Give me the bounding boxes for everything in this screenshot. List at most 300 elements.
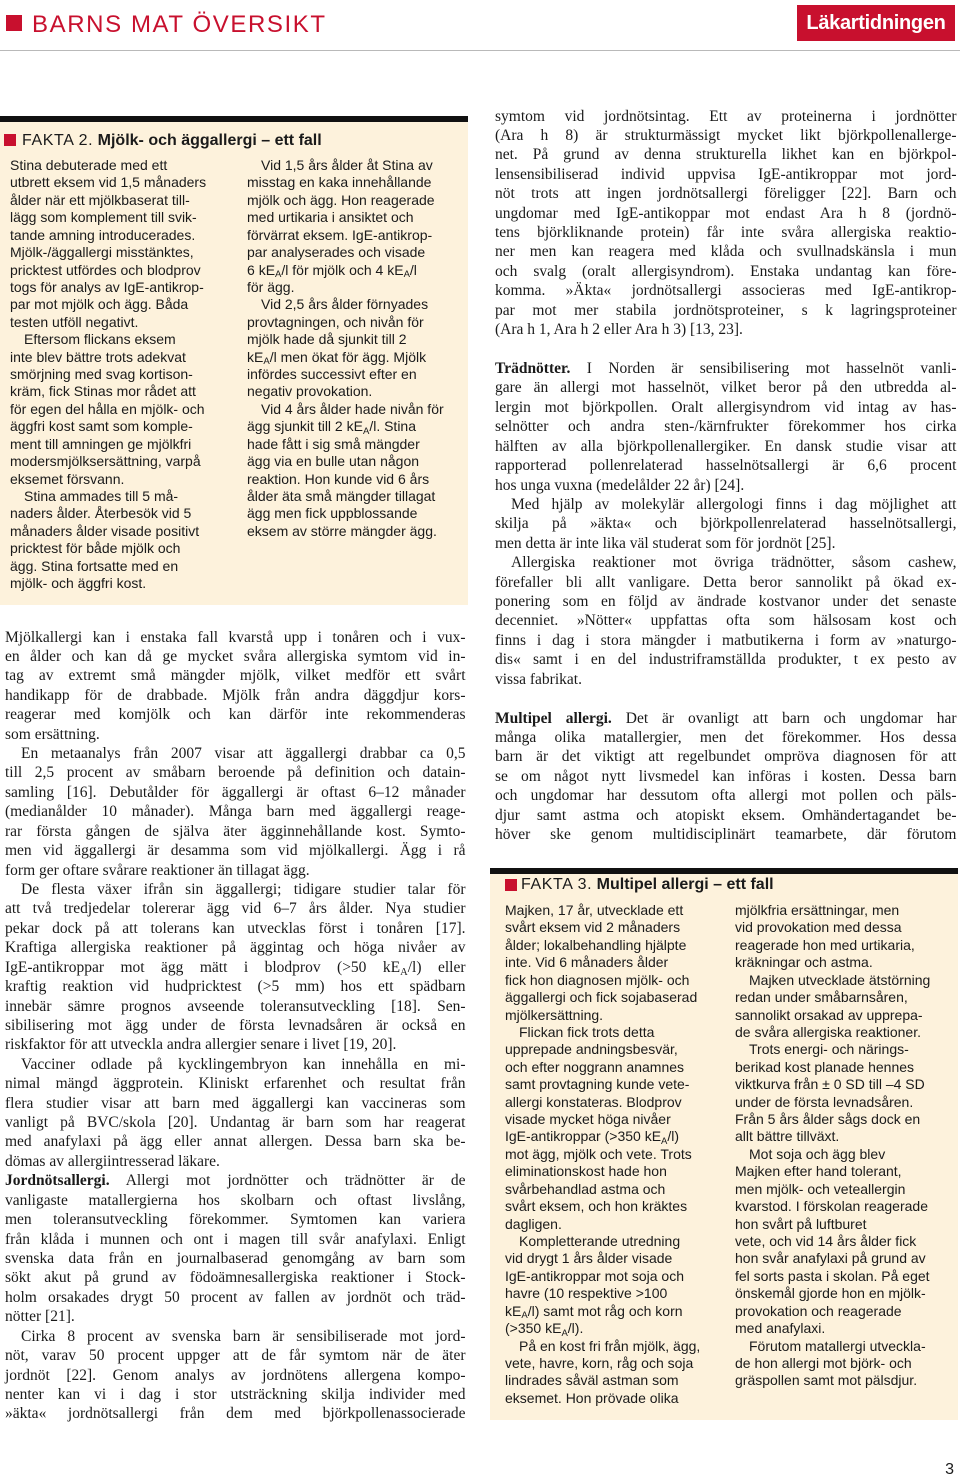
line-text: Allergiska reaktioner mot övriga trädnötter, såsom cashew, [511,554,957,572]
text-line [10,575,234,592]
line-text: samt provtagning kunde vete- [505,1076,690,1093]
line-content [505,1302,683,1322]
fact-box-top-rule [0,116,468,122]
text-line [505,1372,724,1389]
line-content [495,768,957,785]
line-content [495,651,957,668]
line-content [505,1059,684,1075]
text-line [10,296,234,313]
line-text: Det är ovanligt att barn och ungdomar har [625,709,957,727]
text-line [505,1059,724,1076]
line-content [10,436,191,452]
line-text: och ungdomar har dessutom ofta allergi mot pollen och päls- [495,787,957,805]
line-text: svårt eksem, och hon kräktes [505,1198,688,1215]
line-text: sannolikt orsakad av upprepa- [735,1006,923,1023]
line-content [495,146,957,163]
line-text: lindrades såväl astman som [505,1372,679,1389]
line-content [10,453,201,469]
line-text: rapporterad pollenrelaterad hasselnötsallergi är 6,6 procent [495,457,957,475]
text-line [735,1007,954,1024]
line-content [5,862,310,879]
text-line [5,1230,466,1249]
text-line [5,1035,466,1054]
line-content [505,1041,678,1057]
line-text: selnötter och andra sten-/kärnfrukter förekommer hos cirka [495,418,957,436]
line-content [10,523,199,539]
line-content [495,574,957,591]
text-line [495,592,957,611]
paragraph [495,359,957,495]
line-text: ungdomar med IgE-antikoppar mot endast Ara h 8 (jordnö- [495,204,957,222]
line-text: förefaller bli allt vanligare. Detta beror sannolikt på ökad ex- [495,573,957,591]
line-text: lergin mot björkpollen. Oralt allergisyndrom vid intag av has- [495,398,957,416]
line-content [749,1146,885,1162]
line-text: (Ara h 8) är strukturmässigt mycket likt björkpollenallerge- [495,126,957,144]
line-text: för egen del hålla en mjölk- och [10,400,205,417]
unit-subscript: A [362,425,370,437]
line-content [735,1320,825,1336]
line-text: gare än allergi mot hasselnöt, vilket beror på den utbredda al- [495,379,957,397]
text-line [735,1320,954,1337]
line-content [5,1211,466,1228]
paragraph [505,902,724,1024]
line-content [511,554,957,571]
line-text: svenska data från en journalbaserad genomgång av barn som [5,1250,466,1267]
line-content [505,937,686,953]
text-line [495,650,957,669]
line-text: fick hon diagnosen mjölk- och [505,971,690,988]
line-content [505,1355,693,1371]
line-text: viktkurva från ± 0 SD till –4 SD [735,1076,925,1093]
text-line [247,436,463,453]
line-content [735,1076,925,1092]
line-text: naders ålder. Återbesök vid 5 [10,505,192,522]
line-content [5,1192,466,1209]
line-text: lägg som komplement till svik- [10,209,197,226]
line-content [5,726,100,743]
line-content [24,488,178,504]
paragraph [735,1146,954,1338]
line-text: IgE-antikroppar (>350 $kE_A/l$) [505,1128,680,1148]
text-line [10,436,234,453]
paragraph [10,331,234,488]
line-text: På en kost fri från mjölk, ägg, [519,1337,701,1354]
line-content [495,632,957,649]
fact-box-column-right [247,157,463,540]
line-text: för ägg. [247,278,295,295]
line-text: Mot soja och ägg blev [749,1145,886,1162]
text-line [495,223,957,242]
text-line [5,1366,466,1385]
text-line [735,972,954,989]
text-line [5,647,466,666]
line-content [495,515,957,532]
line-content [495,127,957,144]
line-text: höver ske genom multidisciplinärt teamarbete, där förutom [495,826,957,844]
text-line [10,279,234,296]
line-content [247,383,372,399]
journal-logo[interactable]: Läkartidningen [797,5,955,41]
line-content [5,1405,466,1422]
text-line [247,471,463,488]
line-content [495,321,743,338]
text-line [247,244,463,261]
line-content [735,1163,902,1179]
line-text: dis« samt i en del industriframställda produkter, t ex pesto av [495,651,957,669]
line-text: (>350 $kE_A/l$). [505,1320,584,1339]
text-line [495,709,957,728]
paragraph [735,902,954,972]
text-line [505,1250,724,1267]
line-text: ägg via en bulle utan någon [247,453,420,470]
line-text: eksem av större mängder ägg. [247,522,437,539]
line-text: nenter kan vi i dag i stor utsträckning skilja individer med [5,1385,466,1403]
line-text: Vid 1,5 års ålder åt Stina av [261,157,433,173]
line-text: upprepade andningsbesvär, [505,1041,678,1058]
line-text: Från 5 års ålder sågs dock en [735,1111,921,1128]
line-text: De flesta växer ifrån sin äggallergi; tidigare studier talar för [21,880,466,898]
text-line [10,558,234,575]
line-content [5,978,466,995]
text-line [505,1181,724,1198]
text-line [5,861,466,880]
line-text: visade mycket höga nivåer [505,1111,671,1128]
fact-box-heading [22,131,322,151]
unit-subscript: A [561,1327,568,1339]
text-line [5,1191,466,1210]
text-line [247,314,463,331]
text-line [735,1024,954,1041]
line-content [5,764,466,781]
line-content [735,1024,921,1040]
line-text: hon svår anafylaxi på grund av [735,1250,926,1267]
unit-subscript: A [275,269,282,281]
paragraph [247,157,463,296]
line-content [495,282,957,299]
line-content [10,366,193,382]
line-content [261,157,433,173]
line-text: men mjölk- och veteallergin [735,1180,906,1197]
article-column-right [495,107,957,845]
line-text: hälften av alla björkpollenallergiker. En dansk studie visar att [495,437,957,455]
line-text: reagerade hon med urtikaria, [735,936,915,953]
line-content [5,1114,466,1131]
text-line [5,1404,466,1423]
line-content [247,366,417,382]
line-text: månaders ålder visade positivt [10,522,200,539]
text-line [5,1094,466,1113]
text-line [5,919,466,938]
line-text: nöt, varav 50 procent uppger att de får symtom när de äter [5,1347,466,1365]
text-line [10,192,234,209]
line-content [505,1390,679,1406]
line-content [495,302,957,319]
line-text: eliminationskost hade hon [505,1163,667,1180]
text-line [495,184,957,203]
line-text: eksemet försvann. [10,470,125,487]
text-line [505,1198,724,1215]
line-text: men detta är inte lika väl studerat som för jordnöt [25]. [495,534,836,552]
line-text: men vid äggallergi är desamma som vid mjölkallergi. Ägg i rå [5,842,466,860]
text-line [495,553,957,572]
line-text: önskemål gjorde hon en mjölk- [735,1285,926,1302]
text-line [495,495,957,514]
line-content [519,1338,700,1354]
line-content [495,185,957,202]
line-content [495,399,957,416]
text-line [247,209,463,226]
text-line [505,1146,724,1163]
text-line [247,227,463,244]
text-line [247,296,463,313]
line-text: en ålder och kan då ge mycket svåra allergiska symtom vid in- [5,647,466,665]
line-content [735,1216,867,1232]
text-line [247,453,463,470]
line-text: flera studier visar att barn med äggallergi kan vaccineras som [5,1094,466,1112]
text-line [505,1041,724,1058]
line-content [247,174,431,190]
paragraph [5,1171,466,1326]
line-text: allergi konstateras. Blodprov [505,1093,682,1110]
line-text: 6 $kE_A/l$ för mjölk och 4 $kE_A/l$ [247,261,417,281]
text-line [505,1024,724,1041]
line-content [505,1007,603,1023]
line-text: testen utföll negativt. [10,313,139,330]
line-content [735,989,908,1005]
text-line [495,747,957,766]
line-text: Kraftiga allergiska reaktioner på äggintag och höga nivåer av [5,939,466,957]
text-line [5,763,466,782]
run-in-heading: Trädnötter. [495,359,571,377]
paragraph [10,157,234,331]
line-text: vanligaste matallergierna hos skolbarn och oftast livslång, [5,1191,466,1209]
text-line [10,505,234,522]
line-text: kvarstod. I förskolan reagerade [735,1198,928,1215]
line-content [495,108,957,125]
line-text: djur samt astma och atopiskt eksem. Omhändertagandet be- [495,806,957,824]
paragraph [495,709,957,845]
text-line [505,1007,724,1024]
line-text: Trots energi- och närings- [749,1041,909,1058]
text-line [5,686,466,705]
text-line [735,954,954,971]
line-content [749,1041,909,1057]
text-line [5,938,466,957]
line-text: vanligt på BVC/skola [20]. Undantag är barn som har reagerat [5,1114,466,1132]
text-line [10,471,234,488]
line-text: äggallergi och fick sojabaserad [505,989,698,1006]
line-text: barn är det viktigt att regelbundet ompröva diagnosen för att [495,748,957,766]
line-text: allt bättre tillväxt. [735,1128,840,1145]
text-line [495,631,957,650]
line-content [5,1367,466,1384]
line-text: reagerar med komjölk och kan därför inte rekommenderas [5,706,466,724]
text-line [5,880,466,899]
line-text: med anafylaxi på ägg eller annat allergen. Dessa barn ska be- [5,1133,466,1151]
text-line [735,1268,954,1285]
paragraph [735,972,954,1042]
line-content [735,1250,926,1266]
text-line [735,1146,954,1163]
text-line [505,989,724,1006]
line-content [495,612,957,629]
line-text: kräkningar och astma. [735,954,873,971]
line-text: Majken utvecklade ätstörning [749,971,931,988]
text-line [5,1268,466,1287]
line-content [5,629,466,646]
text-line [247,192,463,209]
text-line [495,242,957,261]
text-line [735,1250,954,1267]
text-line [10,383,234,400]
square-bullet-icon [4,134,16,146]
text-line [247,488,463,505]
line-text: ment till amningen ge mjölkfri [10,435,192,452]
line-text: IgE-antikroppar mot soja och [505,1267,684,1284]
line-content [247,348,427,368]
text-line [5,783,466,802]
paragraph [505,1233,724,1338]
line-content [21,1056,466,1073]
paragraph [5,880,466,1055]
page-number: 3 [945,1461,954,1478]
line-text: Vid 2,5 års ålder förnyades [261,296,429,313]
line-text: många olika matallergier, men det förekommer. Hos dessa [495,729,957,746]
text-line [735,989,954,1006]
paragraph [5,1327,466,1424]
line-content [519,1233,680,1249]
line-text: gräspollen samt mot pälsdjur. [735,1372,918,1389]
line-text: se om något nytt livsmedel kan införas i kosten. Dessa barn [495,767,957,785]
line-text: och efter noggrann anamnes [505,1058,685,1075]
text-line [735,919,954,936]
line-content [505,1181,665,1197]
line-text: tag av extremt små mängder mjölk, vilket medför ett svårt [5,667,466,685]
paragraph [495,553,957,689]
line-text: »äkta« jordnötsallergi från dem med björkpollenassocierade [5,1405,466,1423]
line-content [247,244,425,260]
line-text: hade fått i sig små mängder [247,435,420,452]
line-text: Med hjälp av molekylär allergologi finns i dag möjlighet att [511,495,957,513]
line-content [505,972,689,988]
line-content [247,314,424,330]
text-line [495,281,957,300]
line-text: mjölkfria ersättningar, men [735,902,900,918]
text-line [495,806,957,825]
text-line [735,1163,954,1180]
line-content [505,989,697,1005]
line-content [10,505,191,521]
text-line [10,488,234,505]
line-text: symtom vid jordnötsintag. Ett av proteinerna i jordnötter [495,107,957,125]
line-text: vissa fabrikat. [495,670,582,688]
text-line [5,1249,466,1268]
text-line [5,666,466,685]
line-text: par analyserades och visade [247,244,426,261]
text-line [505,1268,724,1285]
line-content [247,261,417,281]
line-content [519,1024,654,1040]
line-content [10,575,146,591]
fact-box-column-left [10,157,234,593]
line-content [5,1269,466,1286]
line-content [495,807,957,824]
line-content [5,1347,466,1364]
line-content [495,263,957,280]
text-line [10,540,234,557]
text-line [10,331,234,348]
text-line [505,1076,724,1093]
line-text: finns i dag i stora mängder i matbutikerna i form av »naturgo- [495,631,957,649]
line-text: togs för analys av IgE-antikrop- [10,278,204,295]
fact-box-heading [521,875,774,895]
line-text: mjölk- och äggfri kost. [10,575,147,592]
text-line [495,107,957,126]
line-text: nimal mängd äggprotein. Kliniskt erfarenhet och resultat från [5,1075,466,1093]
line-text: tens björkliknande protein) får inte svåra allergiska reaktio- [495,224,957,242]
line-content [247,209,414,225]
text-line [10,244,234,261]
line-content [505,902,683,918]
line-text: med urtikaria i ansiktet och [247,209,414,226]
text-line [5,1210,466,1229]
fact-box-column-right [735,902,954,1390]
text-line [735,937,954,954]
line-content [505,1163,667,1179]
text-line [495,378,957,397]
text-line [735,1355,954,1372]
line-text: mjölk och ägg. Hon reagerade [247,191,435,208]
line-content [10,296,188,312]
paragraph [495,495,957,553]
line-content [505,1111,671,1127]
line-content [5,648,466,665]
text-line [10,209,234,226]
line-text: form ger oftare svårare reaktioner än tillagat ägg. [5,861,310,879]
text-line [495,262,957,281]
line-content [735,1007,923,1023]
line-text: ägg men fick uppblossande [247,505,418,522]
line-text: infördes successivt efter en [247,366,417,383]
line-content [5,1289,466,1306]
line-content [505,1372,679,1388]
text-line [505,919,724,936]
text-line [5,822,466,841]
line-text: Vid 4 års ålder hade nivån för [261,400,444,417]
text-line [247,366,463,383]
line-text: nöt trots att ingen jordnötsallergi föreligger [22]. Barn och [495,185,957,203]
text-line [5,899,466,918]
text-line [247,349,463,366]
line-text: att två tredjedelar tolererar ägg vid 6–7 års ålder. Nya studier [5,900,466,918]
text-line [735,1233,954,1250]
line-text: lensensibiliserad individ uppvisa IgE-antikroppar mot jord- [495,165,957,183]
line-text: vid provokation med dessa [735,919,902,936]
line-content [495,166,957,183]
fact-box-label: FAKTA 3. [521,876,593,893]
line-text: sibilisering mot ägg under de första levnadsåren är också en [5,1016,466,1034]
text-line [5,705,466,724]
text-line [495,359,957,378]
line-content [505,954,668,970]
line-text: misstag en kaka innehållande [247,174,432,191]
line-content [495,379,957,396]
line-content [247,279,294,295]
line-content [21,881,466,898]
text-line [5,1307,466,1326]
line-text: under de första levnadsåren. [735,1093,914,1110]
unit-subscript: A [661,1136,668,1148]
